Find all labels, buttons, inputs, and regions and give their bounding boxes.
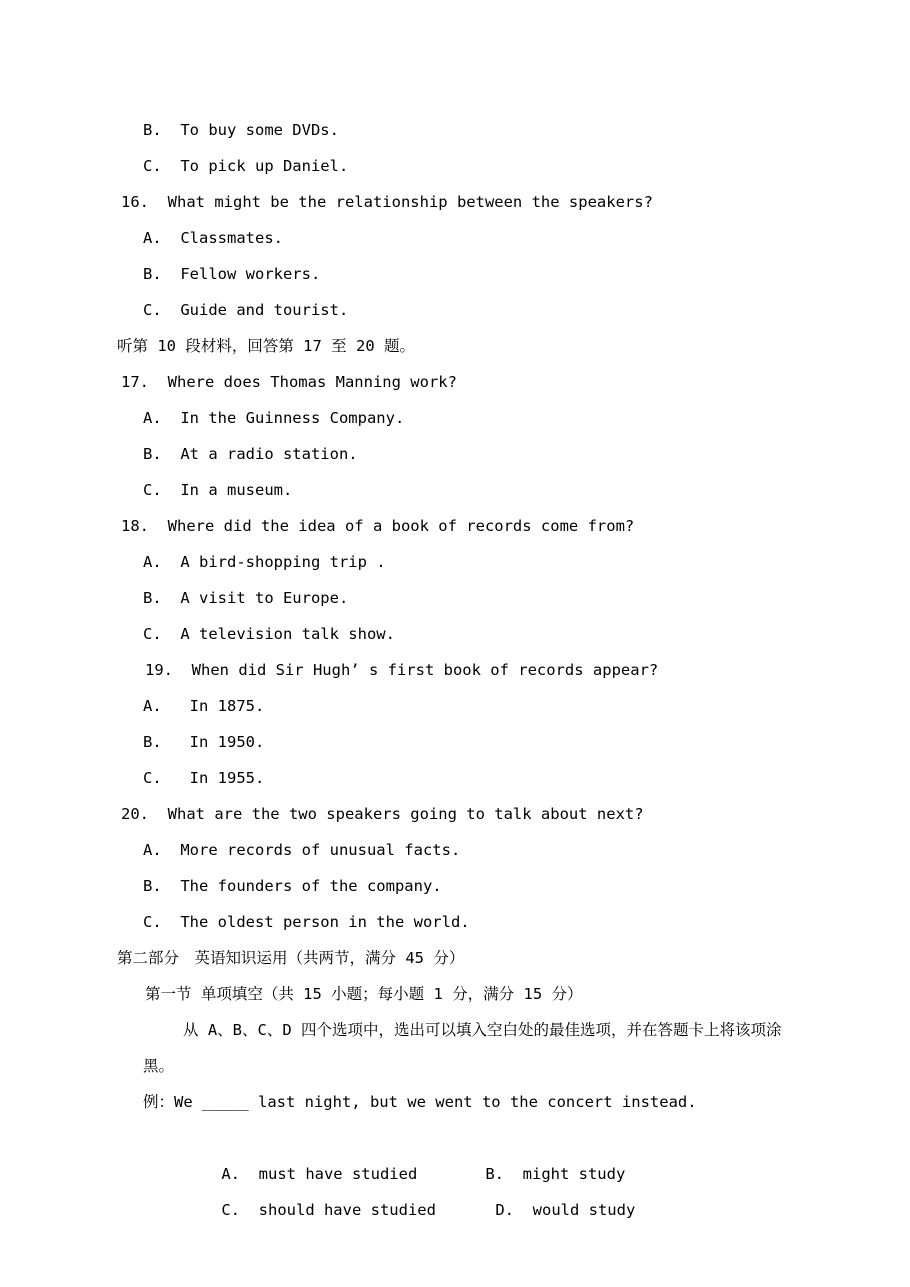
example-options-row-ab	[0, 1120, 910, 1183]
option-19-c: C. In 1955.	[143, 769, 265, 787]
option-17-c: C. In a museum.	[143, 481, 293, 499]
question-18: 18. Where did the idea of a book of records come from?	[121, 517, 635, 535]
question-16: 16. What might be the relationship between the speakers?	[121, 193, 653, 211]
option-18-c: C. A television talk show.	[143, 625, 395, 643]
option-15-b: B. To buy some DVDs.	[143, 121, 339, 139]
section1-instruction-cont: 黑。	[143, 1057, 175, 1075]
option-16-c: C. Guide and tourist.	[143, 301, 349, 319]
option-20-c: C. The oldest person in the world.	[143, 913, 470, 931]
option-19-b: B. In 1950.	[143, 733, 265, 751]
option-19-a: A. In 1875.	[143, 697, 265, 715]
option-20-b: B. The founders of the company.	[143, 877, 442, 895]
example-option-d: D. would study	[495, 1201, 636, 1219]
example-option-c: C. should have studied	[221, 1201, 436, 1219]
section1-instruction: 从 A、B、C、D 四个选项中，选出可以填入空白处的最佳选项，并在答题卡上将该项涂	[183, 1021, 782, 1039]
example-option-b: B. might study	[485, 1165, 626, 1183]
question-20: 20. What are the two speakers going to talk about next?	[121, 805, 644, 823]
option-20-a: A. More records of unusual facts.	[143, 841, 461, 859]
part2-heading: 第二部分 英语知识运用（共两节，满分 45 分）	[117, 949, 465, 967]
option-17-a: A. In the Guinness Company.	[143, 409, 405, 427]
option-18-a: A. A bird-shopping trip .	[143, 553, 386, 571]
option-15-c: C. To pick up Daniel.	[143, 157, 349, 175]
section1-heading: 第一节 单项填空（共 15 小题；每小题 1 分，满分 15 分）	[145, 985, 583, 1003]
example-option-a: A. must have studied	[221, 1165, 418, 1183]
option-18-b: B. A visit to Europe.	[143, 589, 349, 607]
option-16-a: A. Classmates.	[143, 229, 283, 247]
option-16-b: B. Fellow workers.	[143, 265, 321, 283]
question-19: 19. When did Sir Hugh’ s first book of records appear?	[145, 661, 659, 679]
listening-material-10-instruction: 听第 10 段材料，回答第 17 至 20 题。	[117, 337, 415, 355]
question-17: 17. Where does Thomas Manning work?	[121, 373, 457, 391]
example-sentence: 例：We _____ last night, but we went to the concert instead.	[143, 1093, 697, 1111]
option-17-b: B. At a radio station.	[143, 445, 358, 463]
